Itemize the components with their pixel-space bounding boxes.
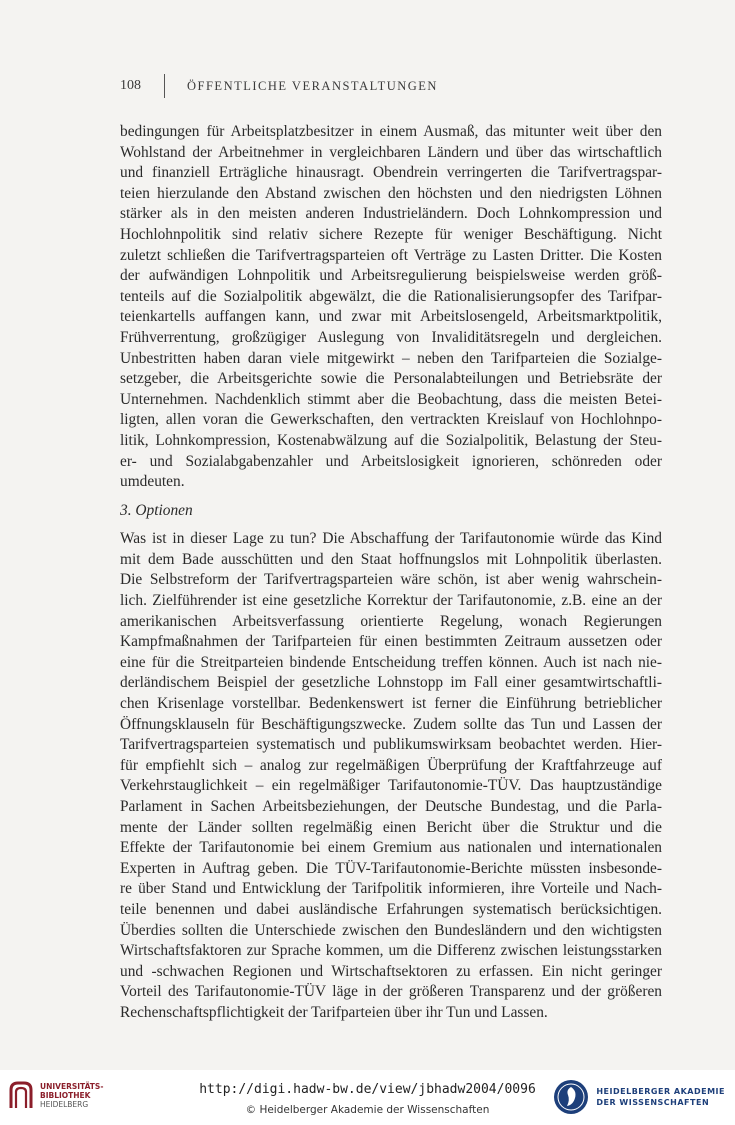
text-line: teien hierzulande den Abstand zwischen den höchsten und den niedrigsten Löhnen [120,184,662,202]
text-line: Wirtschaftsfaktoren zur Sprache kommen, um die Differenz zwischen leistungsstarken [120,942,662,960]
text-line: für empfiehlt sich – analog zur regelmäßigen Überprüfung der Kraftfahrzeuge auf [120,756,662,774]
text-line: teile benennen und dabei ausländische Erfahrungen systematisch berücksichtigen. [120,900,662,918]
text-line: lich. Zielführender ist eine gesetzliche Korrektur der Tarifautonomie, z.B. eine an der [120,592,662,610]
section-heading: 3. Optionen [120,501,193,519]
text-line: und -schwachen Regionen und Wirtschaftsektoren zu erfassen. Ein nicht geringer [120,962,662,980]
text-line: Tarifvertragsparteien systematisch und publikumswirksam beobachtet werden. Hier- [120,736,662,754]
text-line: derländischem Beispiel der gesetzliche Lohnstopp im Fall einer gesamtwirtschaftli- [120,674,662,692]
running-head [120,74,438,98]
text-line: tenteils auf die Sozialpolitik abgewälzt, die die Rationalisierungsopfer des Tarifpar- [120,287,662,305]
text-line: ligten, allen voran die Gewerkschaften, den vertrackten Kreislauf von Hochlohnpo- [120,411,662,429]
copyright-notice: © Heidelberger Akademie der Wissenschaften [245,1104,490,1116]
text-line: Frühverrentung, großzügiger Auslegung von Invaliditätsregeln und dergleichen. [120,328,662,346]
text-line: Parlament in Sachen Arbeitsbeziehungen, der Deutsche Bundestag, und die Parla- [120,798,662,815]
text-line: chen Krisenlage vorstellbar. Bedenkenswert ist ferner die Einführung betrieblicher [120,695,662,713]
text-line: amerikanischen Arbeitsverfassung orientierte Regelung, wonach Regierungen [120,612,662,630]
academy-name-line1: HEIDELBERGER AKADEMIE [596,1087,725,1096]
text-line: litik, Lohnkompression, Kostenabwälzung auf die Sozialpolitik, Belastung der Steu- [120,431,662,449]
text-line: Die Selbstreform der Tarifvertragsparteien wäre schön, ist aber wenig wahrschein- [120,571,662,589]
text-line: re über Stand und Entwicklung der Tarifpolitik informieren, ihre Vorteile und Nach- [120,880,662,898]
text-line: Experten in Auftrag geben. Die TÜV-Tarifautonomie-Berichte müssten insbesonde- [120,859,662,877]
text-line: bedingungen für Arbeitsplatzbesitzer in einem Ausmaß, das mitunter weit über den [120,123,662,140]
page-number: 108 [120,78,141,93]
text-line: mente der Länder sollten regelmäßig einen Bericht über die Struktur und die [120,818,662,836]
hadw-seal-icon [552,1078,590,1116]
paragraph-2 [120,529,662,1023]
text-line: Effekte der Tarifautonomie bei einem Gremium aus nationalen und internationalen [120,839,662,857]
text-line: zuletzt schließen die Tarifvertragsparteien oft Verträge zu Lasten Dritter. Die Kosten [120,246,662,264]
text-line: Hochlohnpolitik sind relativ sichere Rezepte für weniger Beschäftigung. Nicht [120,225,662,243]
body-text [120,122,662,1024]
digitization-footer [0,1070,735,1125]
text-line: setzgeber, die Arbeitsgerichte sowie die Personalabteilungen und Betriebsräte der [120,370,662,388]
library-name-line3: HEIDELBERG [40,1099,89,1109]
academy-name [596,1086,725,1108]
text-line: mit dem Bade ausschütten und den Staat hoffnungslos mit Lohnpolitik überlasten. [120,550,662,568]
permalink-url[interactable]: http://digi.hadw-bw.de/view/jbhadw2004/0096 [199,1082,536,1097]
text-line: Rechenschaftspflichtigkeit der Tarifparteien über ihr Tun und Lassen. [120,1003,548,1021]
text-line: er- und Sozialabgabenzahler und Arbeitslosigkeit ignorieren, schönreden oder [120,452,662,470]
text-line: und finanziell Erträgliche hinausragt. Obendrein verringerten die Tarifvertragspar- [120,164,662,182]
paragraph-1 [120,122,662,493]
academy-brand[interactable] [552,1078,725,1116]
text-line: umdeuten. [120,473,185,491]
text-line: Öffnungsklauseln für Beschäftigungszwecke. Zudem sollte das Tun und Lassen der [120,715,662,733]
text-line: Was ist in dieser Lage zu tun? Die Abschaffung der Tarifautonomie würde das Kind [120,530,662,548]
academy-name-line2: DER WISSENSCHAFTEN [596,1098,710,1107]
text-line: Vorteil des Tarifautonomie-TÜV läge in der größeren Transparenz und der größeren [120,983,662,1001]
library-name-line2: BIBLIOTHEK [40,1090,91,1100]
text-line: teienkartells auffangen kann, und zwar mit Arbeitslosengeld, Arbeitsmarktpolitik, [120,308,662,326]
text-line: eine für die Streitparteien bindende Entscheidung treffen können. Auch ist nach nie- [120,653,662,671]
text-line: stärker als in den meisten anderen Industrieländern. Doch Lohnkompression und [120,205,662,223]
text-line: Überdies sollten die Unterschiede zwischen den Bundesländern und den wichtigsten [120,921,662,939]
text-line: Unbestritten haben daran viele mitgewirkt – neben den Tarifparteien die Sozialge- [120,349,662,367]
running-title: ÖFFENTLICHE VERANSTALTUNGEN [187,78,438,93]
text-line: Wohlstand der Arbeitnehmer in vergleichbaren Ländern und über das wirtschaftlich [120,143,662,161]
head-divider [164,74,165,98]
text-line: der aufwändigen Lohnpolitik und Arbeitsregulierung beispielsweise werden größ- [120,267,662,285]
library-name-line1: UNIVERSITÄTS- [40,1081,104,1091]
text-line: Unternehmen. Nachdenklich stimmt aber die Beobachtung, dass die meisten Betei- [120,390,662,408]
text-line: Verkehrstauglichkeit – ein regelmäßiger Tarifautonomie-TÜV. Das hauptzuständige [120,777,662,795]
text-line: Kampfmaßnahmen der Tarifparteien für einen bestimmten Zeitraum aussetzen oder [120,633,662,651]
